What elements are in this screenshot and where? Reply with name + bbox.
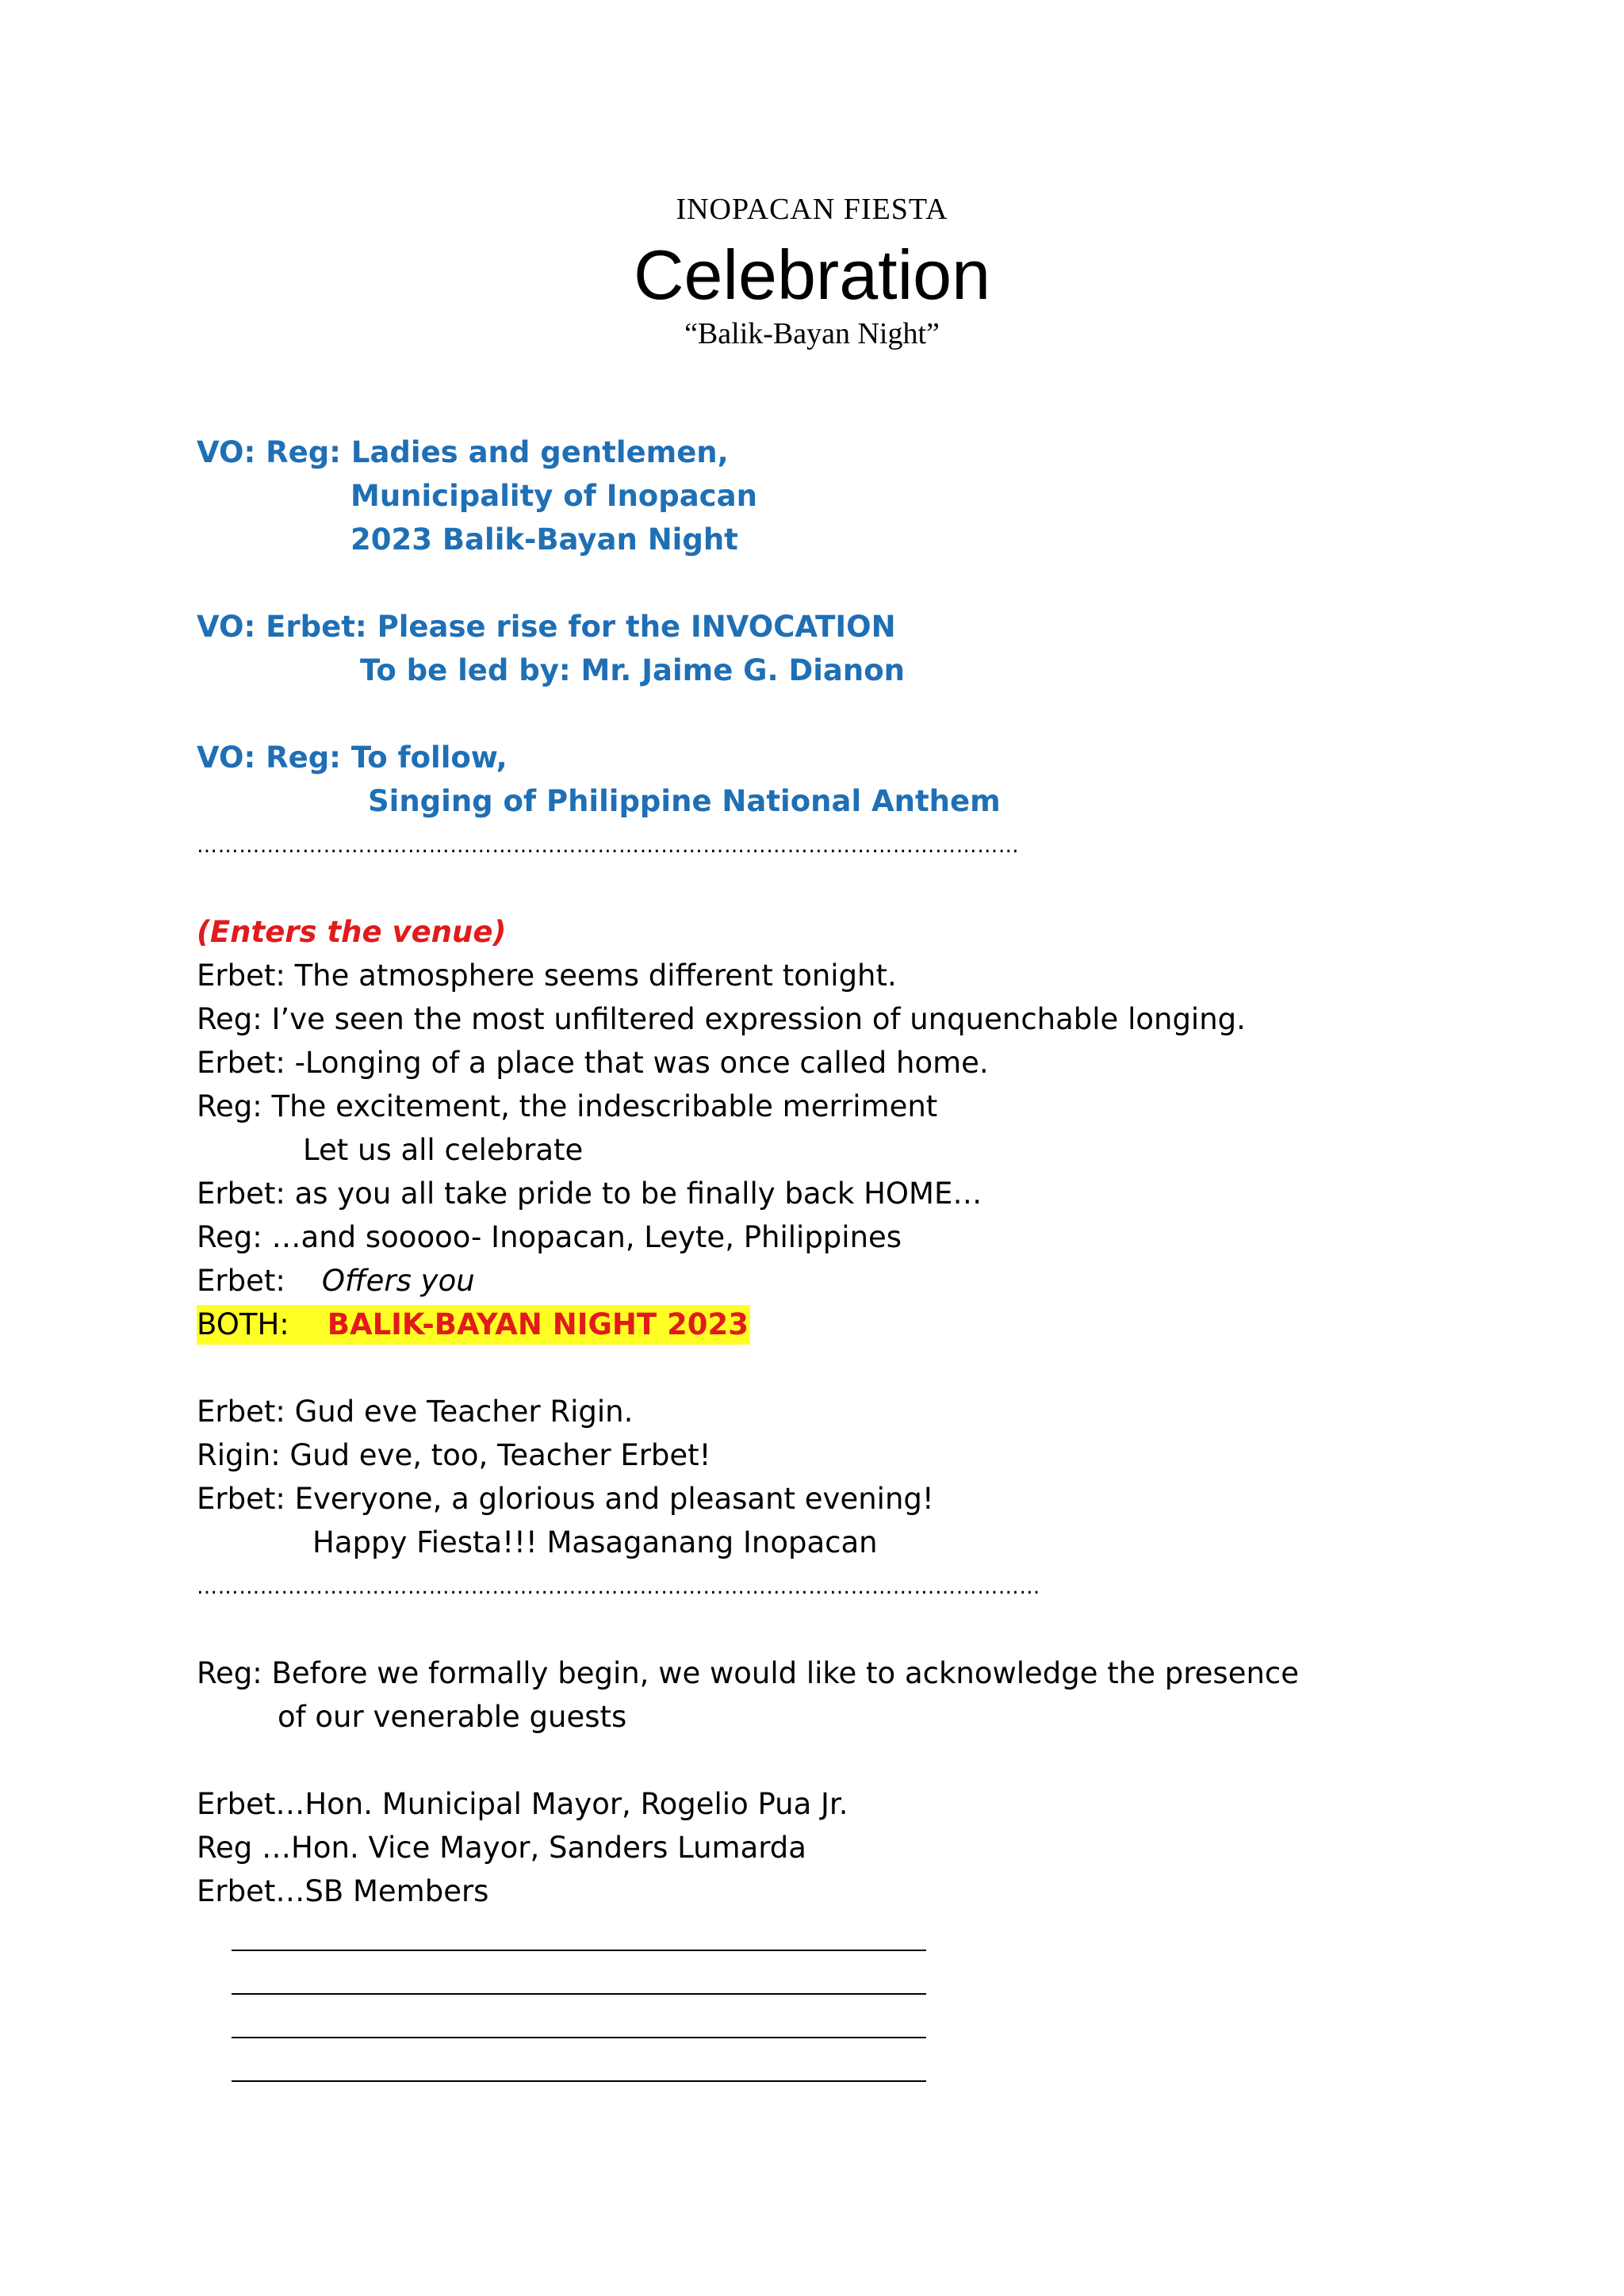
dotted-separator: ……………………………………………………………………………………………………… <box>197 834 1020 858</box>
blank-line <box>232 2037 926 2038</box>
italic-text: Offers you <box>321 1264 475 1298</box>
event-name-highlight: BALIK-BAYAN NIGHT 2023 <box>327 1307 749 1341</box>
blank-line <box>232 1993 926 1995</box>
blank-line <box>232 1950 926 1951</box>
script-line: Happy Fiesta!!! Masaganang Inopacan <box>312 1525 878 1559</box>
script-line <box>197 1261 475 1301</box>
script-line: Let us all celebrate <box>303 1133 584 1167</box>
script-line: Reg …Hon. Vice Mayor, Sanders Lumarda <box>197 1831 806 1865</box>
script-line: of our venerable guests <box>278 1700 627 1734</box>
vo-line-6: VO: Reg: To follow, <box>197 740 508 775</box>
script-line: Erbet…SB Members <box>197 1874 489 1908</box>
speaker-label: Erbet: <box>197 1264 285 1298</box>
vo-line-4: VO: Erbet: Please rise for the INVOCATION <box>197 610 896 644</box>
script-line: Erbet: The atmosphere seems different tonight. <box>197 959 897 993</box>
vo-line-1: VO: Reg: Ladies and gentlemen, <box>197 435 729 469</box>
script-line: Reg: I’ve seen the most unfiltered expression of unquenchable longing. <box>197 1002 1246 1036</box>
page-title: Celebration <box>633 235 991 314</box>
script-line: Erbet: Gud eve Teacher Rigin. <box>197 1395 634 1429</box>
blank-line <box>232 2080 926 2082</box>
script-line: Erbet: -Longing of a place that was once called home. <box>197 1046 989 1080</box>
dotted-separator: ………………………………………………………………………………………………………… <box>197 1575 1040 1599</box>
vo-line-2: Municipality of Inopacan <box>350 479 757 513</box>
event-subtitle: “Balik-Bayan Night” <box>684 317 940 350</box>
highlighted-line <box>197 1305 750 1345</box>
vo-line-5: To be led by: Mr. Jaime G. Dianon <box>360 653 905 687</box>
script-line: Erbet: as you all take pride to be finally back HOME… <box>197 1177 982 1211</box>
script-line: Reg: …and sooooo- Inopacan, Leyte, Philippines <box>197 1220 902 1254</box>
speaker-label: BOTH: <box>197 1307 289 1341</box>
vo-line-7: Singing of Philippine National Anthem <box>368 784 1001 818</box>
script-line: Rigin: Gud eve, too, Teacher Erbet! <box>197 1438 711 1472</box>
script-line: Reg: Before we formally begin, we would like to acknowledge the presence <box>197 1656 1300 1690</box>
stage-cue: (Enters the venue) <box>197 915 507 949</box>
fiesta-heading: INOPACAN FIESTA <box>676 193 948 226</box>
script-line: Erbet: Everyone, a glorious and pleasant evening! <box>197 1482 934 1516</box>
script-line: Reg: The excitement, the indescribable merriment <box>197 1089 938 1123</box>
script-line: Erbet…Hon. Municipal Mayor, Rogelio Pua Jr. <box>197 1787 848 1821</box>
vo-line-3: 2023 Balik-Bayan Night <box>350 522 738 557</box>
